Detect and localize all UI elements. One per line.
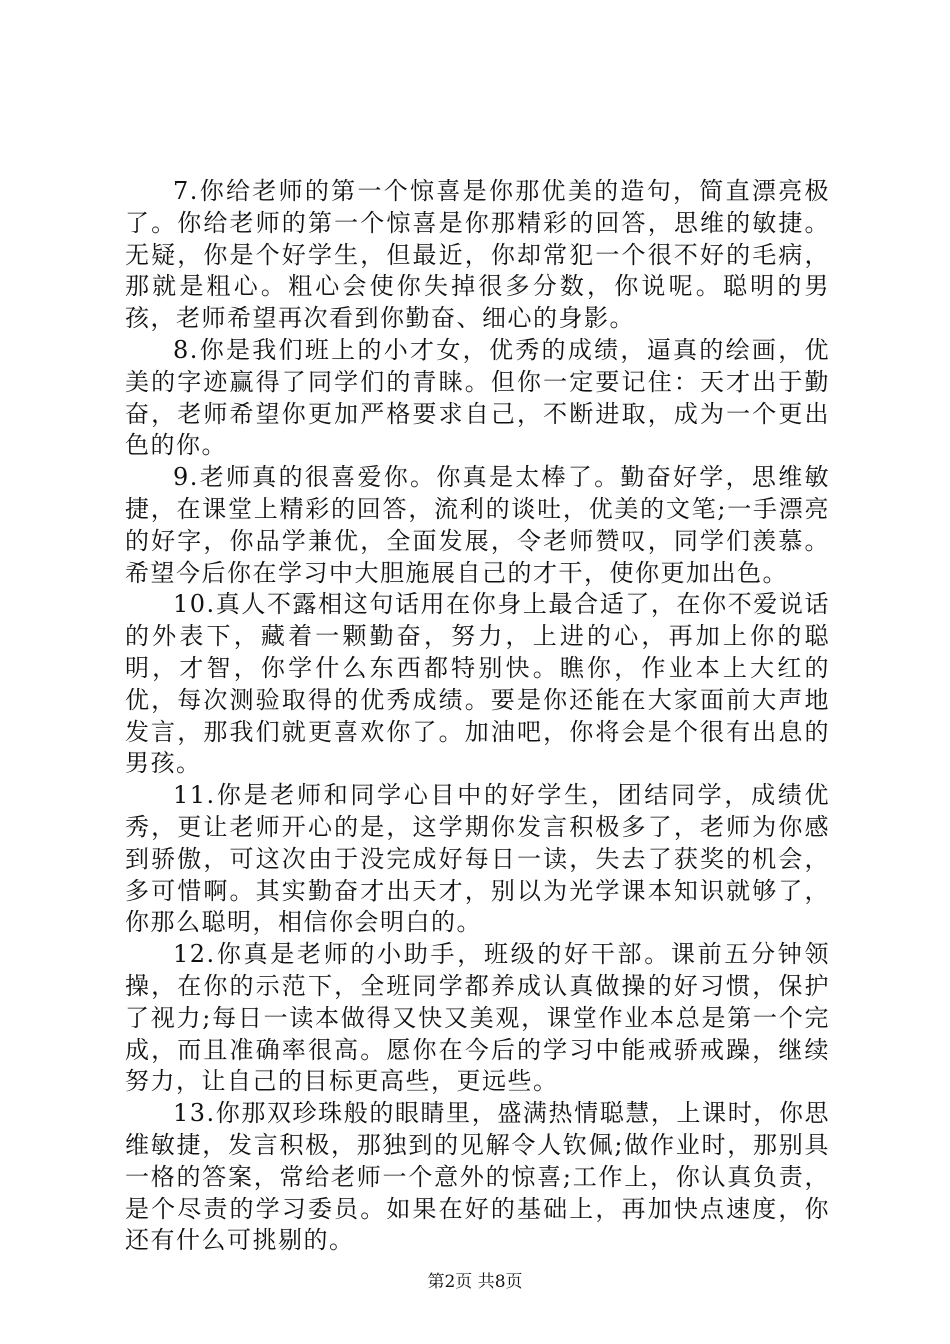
- page-number: 第2页 共8页: [427, 1272, 523, 1292]
- paragraph-8: 8.你是我们班上的小才女，优秀的成绩，逼真的绘画，优美的字迹赢得了同学们的青睐。但你一定要记住：天才出于勤奋，老师希望你更加严格要求自己，不断进取，成为一个更出色的你。: [125, 335, 830, 460]
- paragraph-12: 12.你真是老师的小助手，班级的好干部。课前五分钟领操，在你的示范下，全班同学都养成认真做操的好习惯，保护了视力;每日一读本做得又快又美观，课堂作业本总是第一个完成，而且准确率很高。愿你在今后的学习中能戒骄戒躁，继续努力，让自己的目标更高些，更远些。: [125, 940, 830, 1096]
- paragraph-9: 9.老师真的很喜爱你。你真是太棒了。勤奋好学，思维敏捷，在课堂上精彩的回答，流利的谈吐，优美的文笔;一手漂亮的好字，你品学兼优，全面发展，令老师赞叹，同学们羡慕。希望今后你在学习中大胆施展自己的才干，使你更加出色。: [125, 463, 830, 587]
- paragraph-11: 11.你是老师和同学心目中的好学生，团结同学，成绩优秀，更让老师开心的是，这学期你发言积极多了，老师为你感到骄傲，可这次由于没完成好每日一读，失去了获奖的机会，多可惜啊。其实勤奋才出天才，别以为光学课本知识就够了，你那么聪明，相信你会明白的。: [125, 781, 830, 937]
- paragraph-10: 10.真人不露相这句话用在你身上最合适了，在你不爱说话的外表下，藏着一颗勤奋，努力，上进的心，再加上你的聪明，才智，你学什么东西都特别快。瞧你，作业本上大红的优，每次测验取得的优秀成绩。要是你还能在大家面前大声地发言，那我们就更喜欢你了。加油吧，你将会是个很有出息的男孩。: [125, 590, 830, 778]
- page-footer: [0, 1271, 950, 1293]
- paragraph-7: 7.你给老师的第一个惊喜是你那优美的造句，简直漂亮极了。你给老师的第一个惊喜是你那精彩的回答，思维的敏捷。无疑，你是个好学生，但最近，你却常犯一个很不好的毛病，那就是粗心。粗心会使你失掉很多分数，你说呢。聪明的男孩，老师希望再次看到你勤奋、细心的身影。: [125, 177, 830, 333]
- document-body: [125, 176, 830, 1257]
- paragraph-13: 13.你那双珍珠般的眼睛里，盛满热情聪慧，上课时，你思维敏捷，发言积极，那独到的见解令人钦佩;做作业时，那别具一格的答案，常给老师一个意外的惊喜;工作上，你认真负责，是个尽责的学习委员。如果在好的基础上，再加快点速度，你还有什么可挑剔的。: [125, 1099, 830, 1255]
